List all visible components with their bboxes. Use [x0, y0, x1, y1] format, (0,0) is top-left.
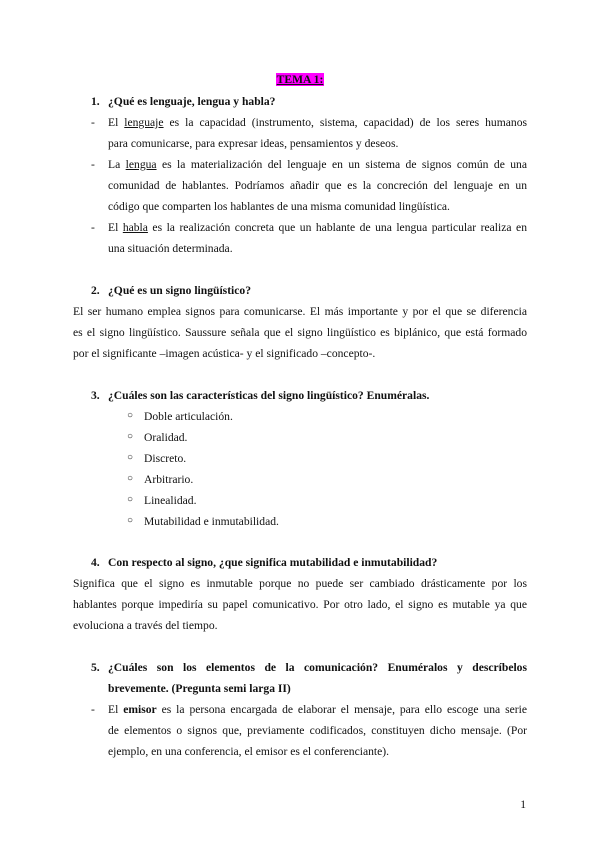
q1-b2-line3: código que comparten los hablantes de una misma comunidad lingüística.: [108, 200, 450, 213]
q5-b1-term: emisor: [123, 703, 157, 716]
q1-b3-term: habla: [122, 221, 148, 234]
q1-b3-pre: El: [108, 221, 123, 234]
q2-line3: por el significante –imagen acústica- y el significado –concepto-.: [73, 347, 376, 360]
q5-number: 5.: [91, 661, 100, 674]
q5-title-line1: ¿Cuáles son los elementos de la comunicación? Enuméralos y descríbelos: [108, 661, 527, 674]
q3-item3: Discreto.: [144, 452, 187, 465]
page-number: 1: [520, 798, 526, 811]
q1-b2-line2: comunidad de hablantes. Podríamos añadir que es la concreción del lenguaje en un: [108, 179, 527, 192]
q1-b3-text1: es la realización concreta que un hablante de una lengua particular realiza en: [152, 221, 527, 234]
q5-b1-pre: El: [108, 703, 124, 716]
q5-b1-line1: [108, 703, 527, 716]
q3-item4-bullet: ○: [127, 473, 134, 484]
q4-line3: evoluciona a través del tiempo.: [73, 619, 218, 632]
q1-b2-pre: La: [108, 158, 126, 171]
q1-b1-line1: [108, 116, 527, 129]
q1-number: 1.: [91, 95, 100, 108]
q4-number: 4.: [91, 556, 100, 569]
q1-b2-dash: -: [91, 158, 95, 171]
q1-b2-line1: [108, 158, 527, 171]
q5-b1-text1: es la persona encargada de elaborar el mensaje, para ello escoge una serie: [161, 703, 527, 716]
q2-line2: es el signo lingüístico. Saussure señala que el signo lingüístico es biplánico, que está formado: [73, 326, 527, 339]
q1-b1-line2: para comunicarse, para expresar ideas, pensamientos y deseos.: [108, 137, 399, 150]
q5-b1-dash: -: [91, 703, 95, 716]
q1-b3-line2: una situación determinada.: [108, 242, 233, 255]
q5-title-line2: brevemente. (Pregunta semi larga II): [108, 682, 291, 695]
q4-title: Con respecto al signo, ¿que significa mutabilidad e inmutabilidad?: [108, 556, 438, 569]
q5-b1-line2: de elementos o signos que, previamente codificados, constituyen dicho mensaje. (Por: [108, 724, 527, 737]
q1-title: ¿Qué es lenguaje, lengua y habla?: [108, 95, 276, 108]
q1-b1-pre: El: [108, 116, 125, 129]
q1-b1-text1: es la capacidad (instrumento, sistema, capacidad) de los seres humanos: [169, 116, 528, 129]
q1-b1-term: lenguaje: [124, 116, 164, 129]
q3-item2-bullet: ○: [127, 431, 134, 442]
q3-item6: Mutabilidad e inmutabilidad.: [144, 515, 279, 528]
q2-line1: El ser humano emplea signos para comunicarse. El más importante y por el que se diferencia: [73, 305, 527, 318]
q3-item6-bullet: ○: [127, 515, 134, 526]
q2-title: ¿Qué es un signo lingüístico?: [108, 284, 252, 297]
q3-item5: Linealidad.: [144, 494, 197, 507]
q3-item3-bullet: ○: [127, 452, 134, 463]
q3-item1: Doble articulación.: [144, 410, 233, 423]
q4-line1: Significa que el signo es inmutable porque no puede ser cambiado drásticamente por los: [73, 577, 527, 590]
q3-item1-bullet: ○: [127, 410, 134, 421]
q3-number: 3.: [91, 389, 100, 402]
q3-item4: Arbitrario.: [144, 473, 194, 486]
q1-b3-dash: -: [91, 221, 95, 234]
q1-b2-term: lengua: [125, 158, 157, 171]
q3-item2: Oralidad.: [144, 431, 188, 444]
q2-number: 2.: [91, 284, 100, 297]
q5-b1-line3: ejemplo, en una conferencia, el emisor es el conferenciante).: [108, 745, 390, 758]
page-title: [0, 73, 600, 86]
q1-b3-line1: [108, 221, 527, 234]
q4-line2: hablantes porque impediría su papel comunicativo. Por otro lado, el signo es mutable ya que: [73, 598, 527, 611]
q1-b1-dash: -: [91, 116, 95, 129]
q3-item5-bullet: ○: [127, 494, 134, 505]
title-highlight: TEMA 1:: [276, 73, 324, 86]
q3-title: ¿Cuáles son las características del signo lingüístico? Enuméralas.: [108, 389, 430, 402]
q1-b2-text1: es la materialización del lenguaje en un sistema de signos común de una: [161, 158, 527, 171]
